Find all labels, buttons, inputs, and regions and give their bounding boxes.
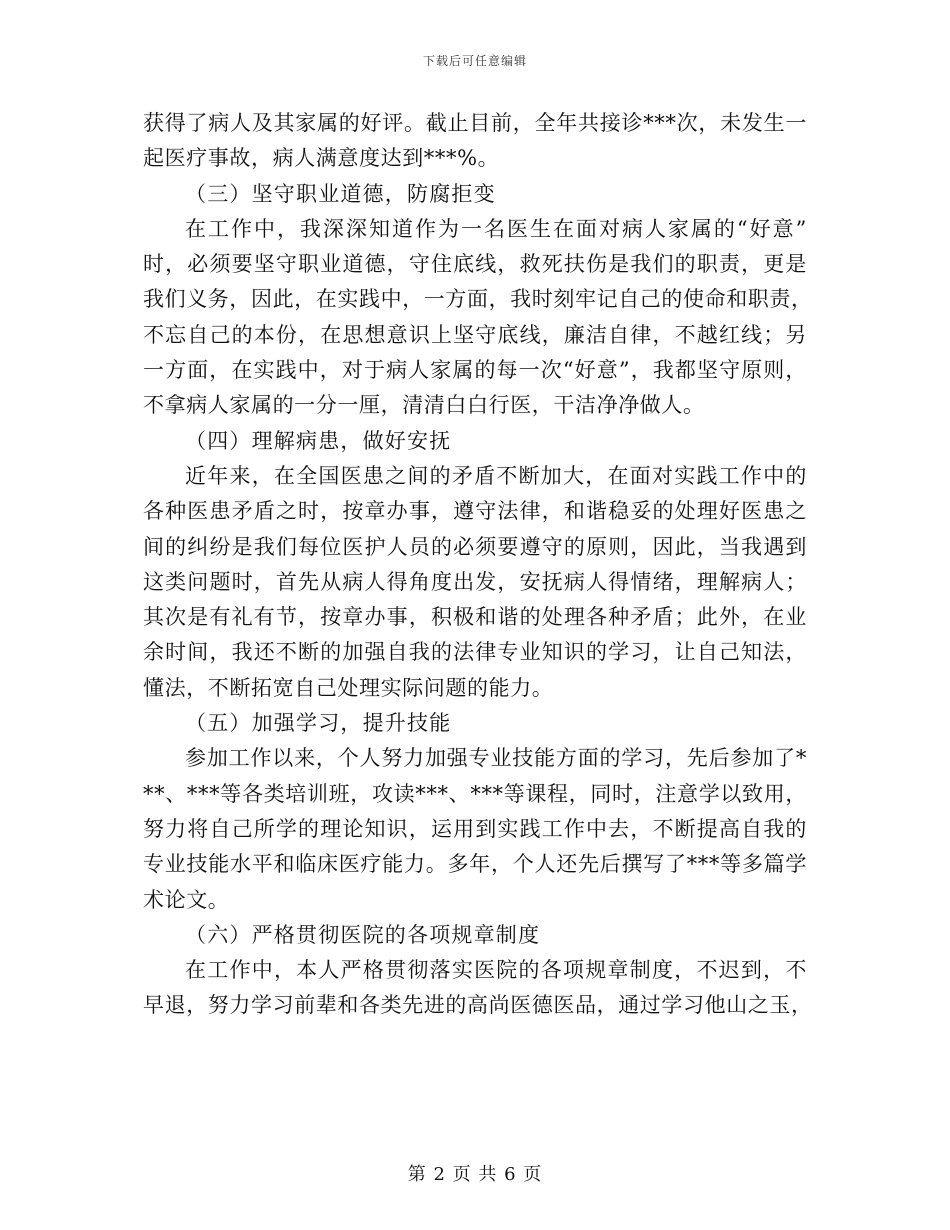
- paragraph-line: 不拿病人家属的一分一厘，清清白白行医，干洁净净做人。: [143, 393, 705, 418]
- paragraph-line: 近年来，在全国医患之间的矛盾不断加大，在面对实践工作中的: [185, 463, 807, 488]
- paragraph-line: 术论文。: [143, 887, 230, 912]
- paragraph-line: 我们义务，因此，在实践中，一方面，我时刻牢记自己的使命和职责，: [143, 287, 813, 312]
- page-number: 第 2 页 共 6 页: [407, 1164, 543, 1185]
- paragraph-line: 余时间，我还不断的加强自我的法律专业知识的学习，让自己知法，: [143, 640, 807, 665]
- paragraph-line: 懂法，不断拓宽自己处理实际问题的能力。: [143, 675, 554, 700]
- paragraph-line: 各种医患矛盾之时，按章办事，遵守法律，和谐稳妥的处理好医患之: [143, 499, 807, 524]
- section-heading: （五）加强学习，提升技能: [185, 711, 452, 736]
- paragraph-line: 在工作中，我深深知道作为一名医生在面对病人家属的“好意”: [185, 216, 807, 241]
- paragraph-line: 在工作中，本人严格贯彻落实医院的各项规章制度，不迟到，不: [185, 958, 807, 983]
- paragraph-line: 一方面，在实践中，对于病人家属的每一次“好意”，我都坚守原则，: [143, 358, 807, 383]
- paragraph-line: 早退，努力学习前辈和各类先进的高尚医德医品，通过学习他山之玉，: [143, 993, 813, 1018]
- paragraph-line: 努力将自己所学的理论知识，运用到实践工作中去，不断提高自我的: [143, 816, 807, 841]
- paragraph-line: 获得了病人及其家属的好评。截止目前，全年共接诊***次，未发生一: [143, 111, 807, 135]
- section-heading: （六）严格贯彻医院的各项规章制度: [185, 922, 541, 947]
- paragraph-line: 专业技能水平和临床医疗能力。多年，个人还先后撰写了***等多篇学: [143, 852, 807, 877]
- page-header: 下载后可任意编辑: [422, 54, 527, 68]
- paragraph-line: **、***等各类培训班，攻读***、***等课程，同时，注意学以致用，: [143, 781, 807, 806]
- paragraph-line: 不忘自己的本份，在思想意识上坚守底线，廉洁自律，不越红线；另: [143, 322, 807, 347]
- paragraph-line: 时，必须要坚守职业道德，守住底线，救死扶伤是我们的职责，更是: [143, 252, 807, 277]
- paragraph-line: 参加工作以来，个人努力加强专业技能方面的学习，先后参加了*: [185, 746, 807, 771]
- paragraph-line: 间的纠纷是我们每位医护人员的必须要遵守的原则，因此，当我遇到: [143, 534, 807, 559]
- section-heading: （四）理解病患，做好安抚: [185, 428, 452, 453]
- paragraph-line: 其次是有礼有节，按章办事，积极和谐的处理各种矛盾；此外，在业: [143, 605, 807, 630]
- paragraph-line: 这类问题时，首先从病人得角度出发，安抚病人得情绪，理解病人；: [143, 569, 807, 594]
- paragraph-line: 起医疗事故，病人满意度达到***%。: [143, 146, 500, 171]
- document-body: [143, 106, 813, 1024]
- section-heading: （三）坚守职业道德，防腐拒变: [185, 181, 496, 206]
